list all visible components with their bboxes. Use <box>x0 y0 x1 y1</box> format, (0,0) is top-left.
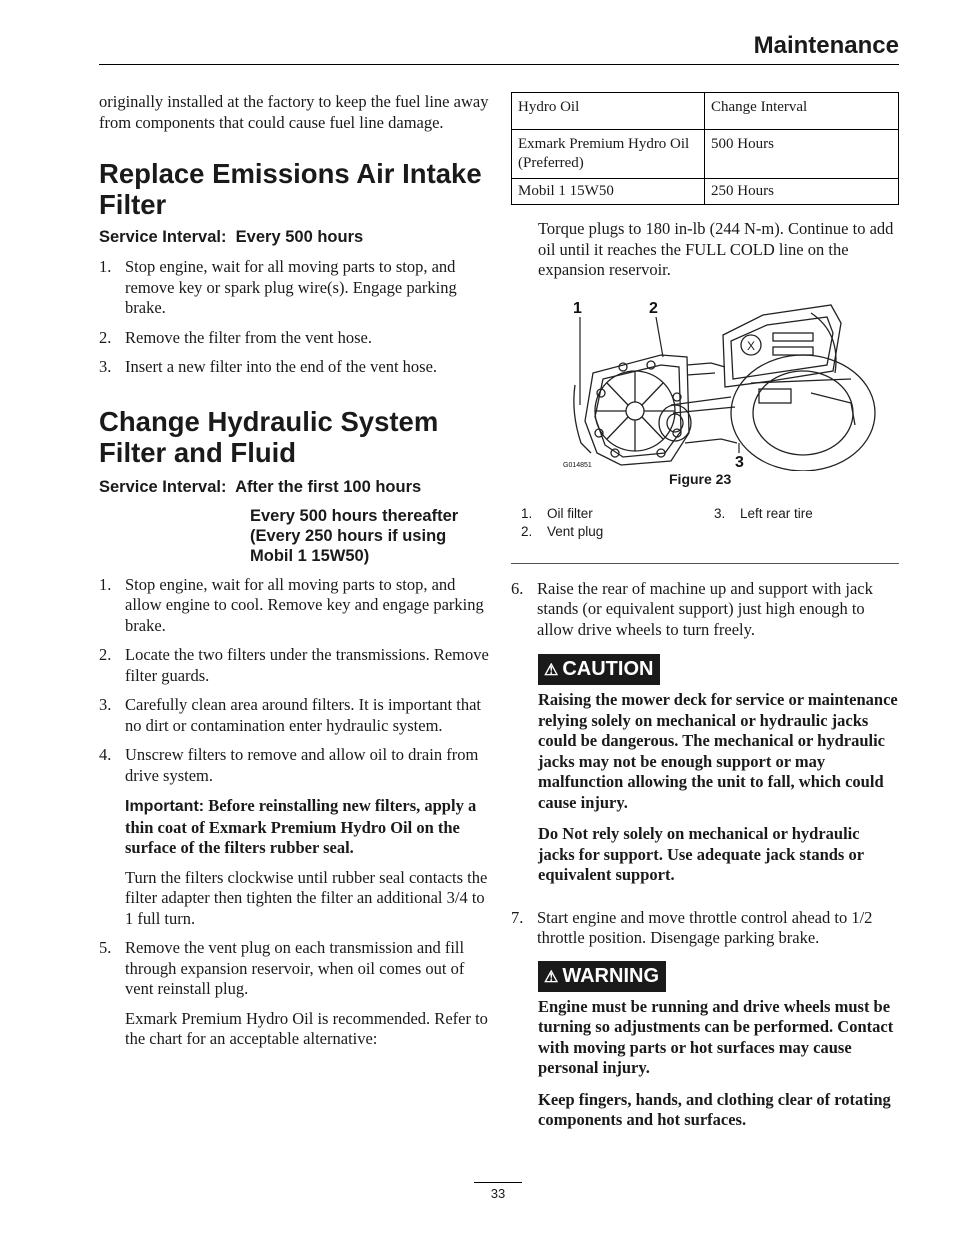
service-interval-value-2: Every 500 hours thereafter (Every 250 hours if using Mobil 1 15W50) <box>250 506 459 565</box>
list-item: 4. Unscrew filters to remove and allow oil to drain from drive system. <box>99 745 479 785</box>
important-label: Important: <box>125 798 205 815</box>
list-item: 1. Stop engine, wait for all moving parts to stop, and allow engine to cool. Remove key and engage parking brake. <box>99 574 484 635</box>
caution-box <box>538 654 899 886</box>
section-title-hydraulic: Change Hydraulic System Filter and Fluid <box>99 405 439 468</box>
steps-right-6 <box>511 579 899 641</box>
caution-badge: ⚠ CAUTION <box>538 654 660 685</box>
turn-filters-paragraph: Turn the filters clockwise until rubber seal contacts the filter adapter then tighten the filter an additional 3/4 to 1 full turn. <box>125 867 488 928</box>
left-column <box>99 92 489 1050</box>
table-cell: 500 Hours <box>705 130 899 179</box>
list-item: 7. Start engine and move throttle control ahead to 1/2 throttle position. Disengage parking brake. <box>511 907 873 947</box>
warning-triangle-icon: ⚠ <box>544 662 559 679</box>
service-interval-air-intake <box>99 227 489 247</box>
figure-code: G014851 <box>563 461 592 469</box>
service-interval-value: After the first 100 hours <box>235 477 422 496</box>
caution-text: Raising the mower deck for service or maintenance relying solely on mechanical or hydraulic jacks could be dangerous. The mechanical or hydraulic jacks may not be enough support or may malfunction allowing the unit to fall, which could cause injury. <box>538 690 898 812</box>
table-row <box>512 130 899 179</box>
list-item: 2. Remove the filter from the vent hose. <box>99 327 372 347</box>
legend-item: 1. Oil filter <box>521 505 593 521</box>
warning-text: Keep fingers, hands, and clothing clear of rotating components and hot surfaces. <box>538 1089 891 1129</box>
callout-3: 3 <box>735 453 744 471</box>
hydraulic-steps-continued <box>99 938 489 1000</box>
legend-item: 2. Vent plug <box>521 523 604 539</box>
list-item: 6. Raise the rear of machine up and support with jack stands (or equivalent support) just high enough to allow drive wheels to turn freely. <box>511 578 873 639</box>
table-header-row <box>512 93 899 130</box>
steps-right-7 <box>511 908 899 949</box>
table-cell: 250 Hours <box>705 179 899 205</box>
caution-text: Do Not rely solely on mechanical or hydraulic jacks for support. Use adequate jack stands or equivalent support. <box>538 824 864 884</box>
warning-badge: ⚠ WARNING <box>538 961 666 992</box>
list-item: 5. Remove the vent plug on each transmission and fill through expansion reservoir, when oil comes out of vent reinstall plug. <box>99 938 465 998</box>
warning-triangle-icon: ⚠ <box>544 968 559 986</box>
list-item: 1. Stop engine, wait for all moving parts to stop, and remove key or spark plug wire(s). Engage parking brake. <box>99 257 457 317</box>
intro-paragraph: originally installed at the factory to keep the fuel line away from components that could cause fuel line damage. <box>99 92 489 132</box>
torque-paragraph: Torque plugs to 180 in-lb (244 N-m). Continue to add oil until it reaches the FULL COLD line on the expansion reservoir. <box>538 219 894 279</box>
figure-legend <box>511 503 899 549</box>
warning-text: Engine must be running and drive wheels must be turning so adjustments can be performed. Contact with moving parts or hot surfaces may cause personal injury. <box>538 996 894 1077</box>
figure-divider <box>511 563 899 564</box>
figure-23 <box>511 293 899 503</box>
service-interval-label: Service Interval: <box>99 477 227 496</box>
figure-caption: Figure 23 <box>669 470 732 487</box>
list-item: 3. Insert a new filter into the end of the vent hose. <box>99 357 438 376</box>
legend-item: 3. Left rear tire <box>714 505 813 521</box>
warning-box <box>538 961 899 1131</box>
recommend-paragraph: Exmark Premium Hydro Oil is recommended. Refer to the chart for an acceptable alternative: <box>125 1008 488 1048</box>
section-title-air-intake: Replace Emissions Air Intake Filter <box>99 158 482 220</box>
list-item: 3. Carefully clean area around filters. It is important that no dirt or contamination enter hydraulic system. <box>99 695 481 735</box>
callout-1: 1 <box>573 299 582 317</box>
callout-2: 2 <box>649 299 658 317</box>
service-interval-label: Service Interval: <box>99 228 227 246</box>
table-cell: Mobil 1 15W50 <box>512 179 705 205</box>
table-cell: Exmark Premium Hydro Oil (Preferred) <box>512 130 705 179</box>
service-interval-value: Every 500 hours <box>235 228 364 246</box>
svg-text:X: X <box>747 338 756 353</box>
important-note <box>125 796 489 859</box>
service-interval-hydraulic <box>99 477 489 497</box>
hydraulic-steps <box>99 575 489 787</box>
page-number: 33 <box>490 1186 506 1201</box>
table-header-cell: Hydro Oil <box>512 93 705 130</box>
header-rule <box>99 64 899 65</box>
footer-rule <box>474 1182 522 1183</box>
table-row <box>512 179 899 205</box>
right-column <box>511 92 899 1131</box>
table-header-cell: Change Interval <box>705 93 899 130</box>
transmission-illustration <box>511 293 899 471</box>
oil-table <box>511 92 899 205</box>
page-section-title: Maintenance <box>753 32 899 59</box>
list-item: 2. Locate the two filters under the transmissions. Remove filter guards. <box>99 645 489 685</box>
air-intake-steps <box>99 257 489 378</box>
important-text: Before reinstalling new filters, apply a thin coat of Exmark Premium Hydro Oil on the surface of the filters rubber seal. <box>125 796 477 857</box>
